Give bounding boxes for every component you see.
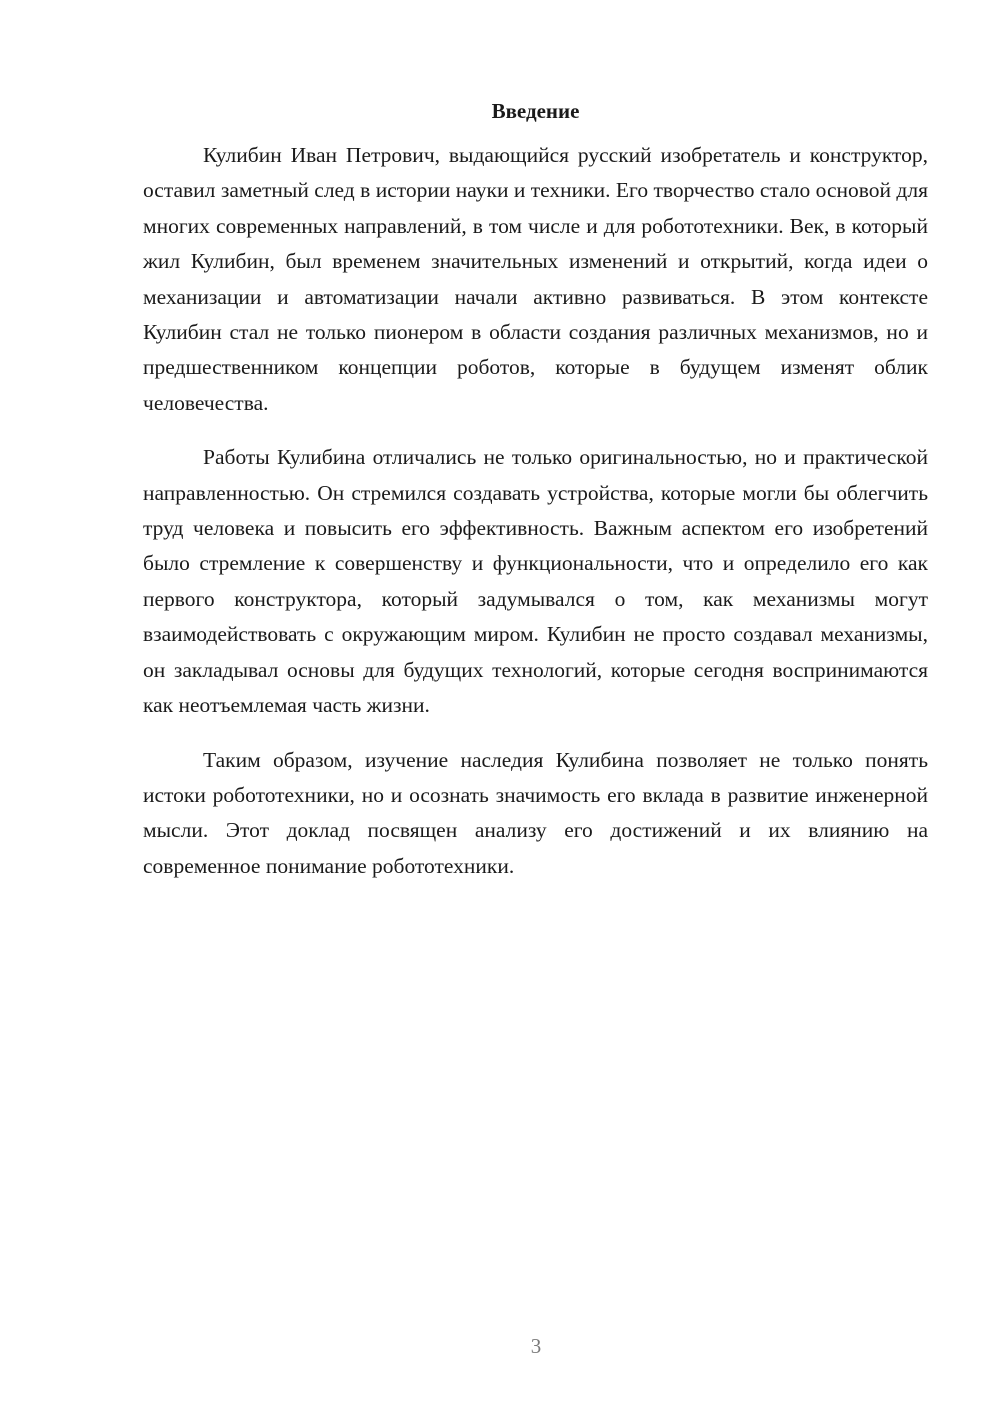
section-title: Введение [491,99,580,123]
page-content [143,96,928,884]
page-number: 3 [530,1334,542,1358]
paragraph-1: Кулибин Иван Петрович, выдающийся русский изобретатель и конструктор, оставил заметный след в истории науки и техники. Его творчество стало основой для многих современных направлений, в том числе и для робототехники. Век, в который жил Кулибин, был временем значительных изменений и открытий, когда идеи о механизации и автоматизации начали активно развиваться. В этом контексте Кулибин стал не только пионером в области создания различных механизмов, но и предшественником концепции роботов, которые в будущем изменят облик человечества. [143,143,928,415]
paragraph-3: Таким образом, изучение наследия Кулибина позволяет не только понять истоки робототехники, но и осознать значимость его вклада в развитие инженерной мысли. Этот доклад посвящен анализу его достижений и их влиянию на современное понимание робототехники. [143,747,928,878]
paragraph-2: Работы Кулибина отличались не только оригинальностью, но и практической направленностью. Он стремился создавать устройства, которые могли бы облегчить труд человека и повысить его эффективность. Важным аспектом его изобретений было стремление к совершенству и функциональности, что и определило его как первого конструктора, который задумывался о том, как механизмы могут взаимодействовать с окружающим миром. Кулибин не просто создавал механизмы, он закладывал основы для будущих технологий, которые сегодня воспринимаются как неотъемлемая часть жизни. [143,445,928,718]
